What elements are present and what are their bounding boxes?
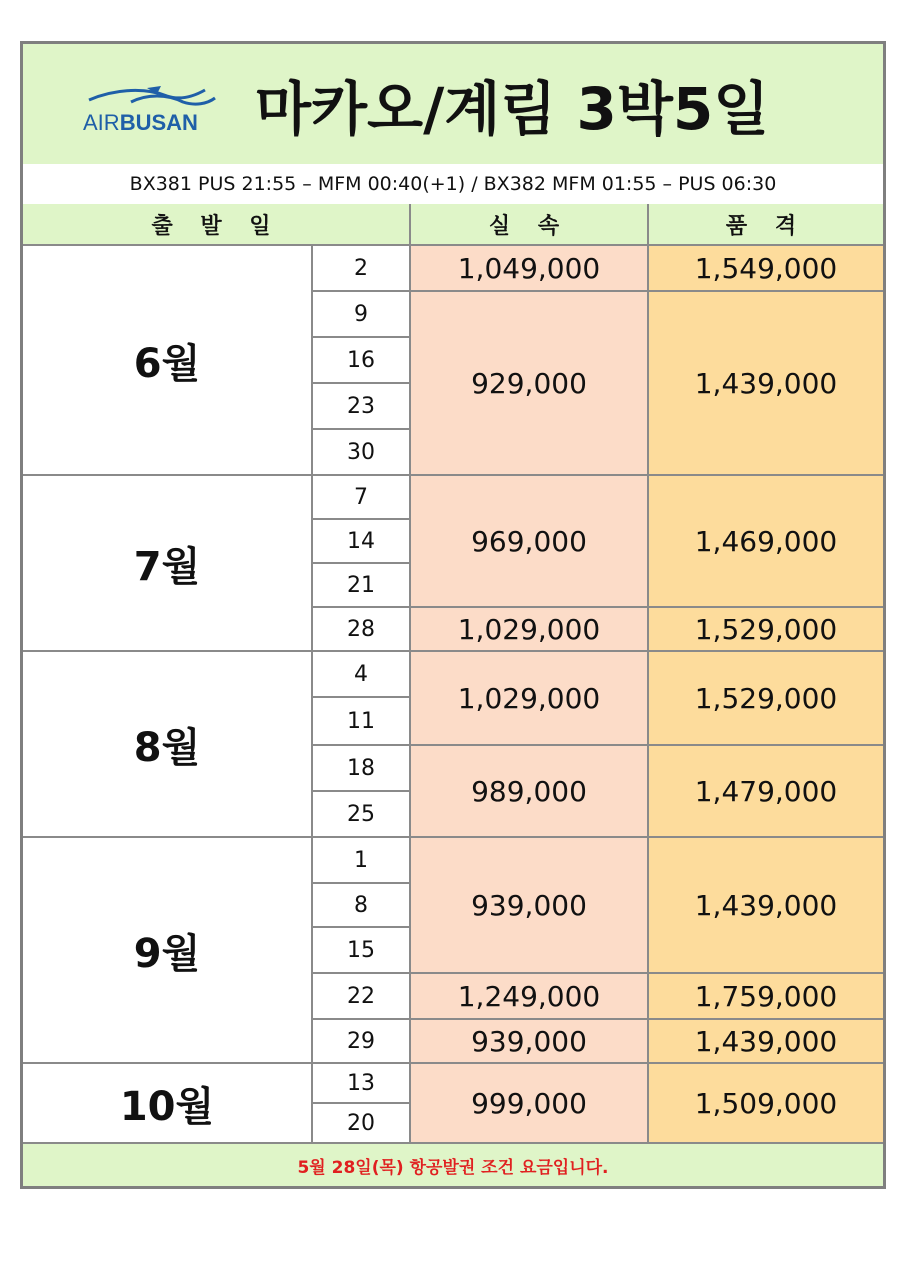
flight-schedule: BX381 PUS 21:55 – MFM 00:40(+1) / BX382 MFM 01:55 – PUS 06:30 — [23, 164, 883, 206]
day-cell: 18 — [313, 746, 411, 792]
day-cell: 7 — [313, 476, 411, 520]
logo-prefix: AIR — [83, 110, 120, 135]
day-cell: 16 — [313, 338, 411, 384]
air-busan-logo — [79, 84, 219, 136]
logo-brand: BUSAN — [119, 110, 198, 135]
price-pumgyeok: 1,529,000 — [649, 608, 883, 652]
price-silsok: 1,249,000 — [411, 974, 649, 1020]
price-silsok: 939,000 — [411, 838, 649, 974]
day-cell: 11 — [313, 698, 411, 746]
price-silsok: 1,049,000 — [411, 246, 649, 292]
day-cell: 28 — [313, 608, 411, 652]
month-cell: 6월 — [23, 246, 313, 476]
day-cell: 23 — [313, 384, 411, 430]
price-pumgyeok: 1,439,000 — [649, 1020, 883, 1064]
day-cell: 9 — [313, 292, 411, 338]
day-cell: 8 — [313, 884, 411, 928]
price-pumgyeok: 1,549,000 — [649, 246, 883, 292]
price-silsok: 929,000 — [411, 292, 649, 476]
title-row — [23, 44, 883, 166]
header-departure: 출 발 일 — [23, 204, 411, 246]
price-silsok: 1,029,000 — [411, 652, 649, 746]
price-pumgyeok: 1,509,000 — [649, 1064, 883, 1144]
day-cell: 15 — [313, 928, 411, 974]
day-cell: 25 — [313, 792, 411, 838]
month-cell: 10월 — [23, 1064, 313, 1144]
day-cell: 13 — [313, 1064, 411, 1104]
price-table — [20, 41, 886, 1189]
price-pumgyeok: 1,759,000 — [649, 974, 883, 1020]
day-cell: 21 — [313, 564, 411, 608]
day-cell: 22 — [313, 974, 411, 1020]
month-cell: 9월 — [23, 838, 313, 1064]
day-cell: 14 — [313, 520, 411, 564]
logo-text — [83, 110, 198, 136]
price-pumgyeok: 1,529,000 — [649, 652, 883, 746]
price-pumgyeok: 1,439,000 — [649, 838, 883, 974]
header-pumgyeok: 품 격 — [649, 204, 883, 246]
day-cell: 30 — [313, 430, 411, 476]
day-cell: 29 — [313, 1020, 411, 1064]
month-cell: 7월 — [23, 476, 313, 652]
price-pumgyeok: 1,439,000 — [649, 292, 883, 476]
price-silsok: 1,029,000 — [411, 608, 649, 652]
page-title: 마카오/계림 3박5일 — [255, 75, 770, 143]
price-pumgyeok: 1,479,000 — [649, 746, 883, 838]
day-cell: 20 — [313, 1104, 411, 1144]
price-pumgyeok: 1,469,000 — [649, 476, 883, 608]
month-cell: 8월 — [23, 652, 313, 838]
price-silsok: 969,000 — [411, 476, 649, 608]
day-cell: 4 — [313, 652, 411, 698]
day-cell: 1 — [313, 838, 411, 884]
price-silsok: 989,000 — [411, 746, 649, 838]
price-silsok: 939,000 — [411, 1020, 649, 1064]
air-busan-wing-icon — [87, 84, 217, 108]
price-silsok: 999,000 — [411, 1064, 649, 1144]
day-cell: 2 — [313, 246, 411, 292]
fare-note: 5월 28일(목) 항공발권 조건 요금입니다. — [23, 1144, 883, 1186]
header-silsok: 실 속 — [411, 204, 649, 246]
